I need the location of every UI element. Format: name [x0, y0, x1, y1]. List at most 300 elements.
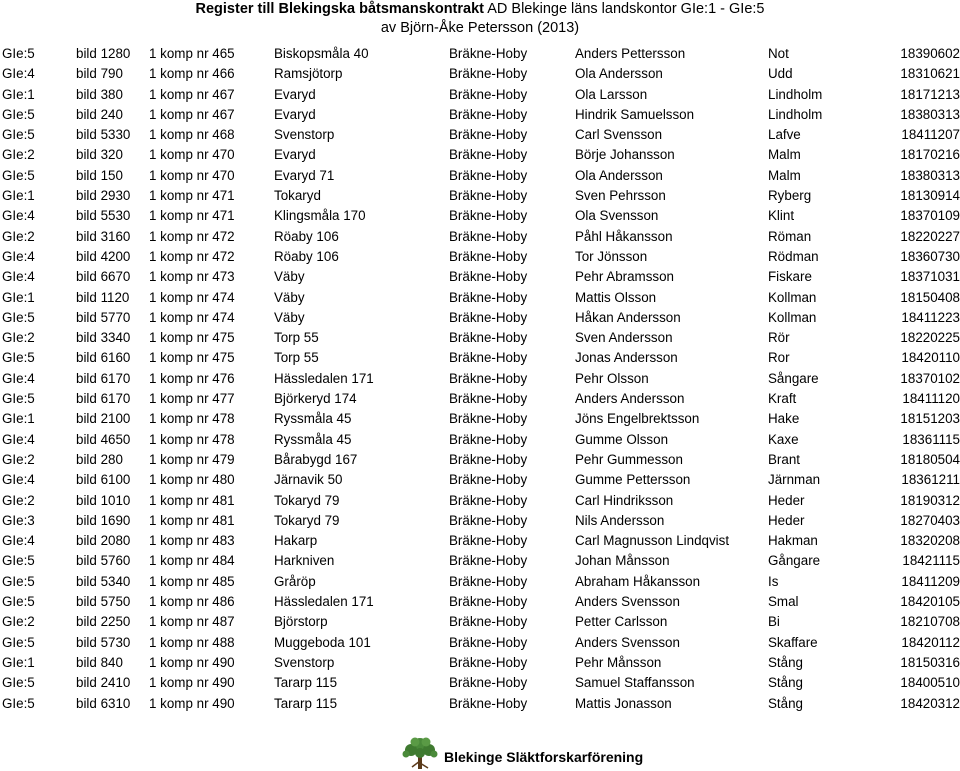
table-row — [0, 369, 960, 389]
cell-parish: Bräkne-Hoby — [449, 594, 528, 610]
cell-soldier-name: Brant — [768, 451, 801, 467]
cell-company-number: 1 komp nr 466 — [149, 66, 235, 82]
cell-parish: Bräkne-Hoby — [449, 553, 528, 569]
table-row — [0, 450, 960, 470]
cell-company-number: 1 komp nr 475 — [149, 350, 235, 366]
cell-date: 18411209 — [901, 573, 960, 589]
table-row — [0, 694, 960, 714]
cell-person-name: Påhl Håkansson — [575, 228, 673, 244]
cell-person-name: Pehr Månsson — [575, 654, 662, 670]
cell-volume: GIe:5 — [2, 46, 35, 61]
cell-soldier-name: Stång — [768, 695, 803, 711]
cell-date: 18361211 — [901, 472, 960, 488]
table-row — [0, 511, 960, 531]
cell-image: bild 790 — [76, 66, 123, 82]
tree-icon — [400, 737, 440, 771]
cell-soldier-name: Rör — [768, 330, 790, 346]
cell-person-name: Jonas Andersson — [575, 350, 678, 366]
cell-date: 18371031 — [900, 269, 960, 285]
cell-soldier-name: Malm — [768, 167, 801, 183]
cell-parish: Bräkne-Hoby — [449, 634, 528, 650]
cell-volume: GIe:4 — [2, 533, 35, 549]
cell-place: Torp 55 — [274, 350, 319, 366]
cell-person-name: Sven Pehrsson — [575, 188, 666, 204]
cell-soldier-name: Kollman — [768, 309, 817, 325]
table-row — [0, 592, 960, 612]
cell-date: 18310621 — [900, 66, 960, 82]
cell-parish: Bräkne-Hoby — [449, 208, 528, 224]
cell-place: Järnavik 50 — [274, 472, 343, 488]
cell-date: 18270403 — [900, 512, 960, 528]
cell-place: Tokaryd — [274, 188, 321, 204]
table-row — [0, 44, 960, 64]
cell-image: bild 320 — [76, 147, 123, 163]
cell-place: Björkeryd 174 — [274, 391, 357, 407]
cell-company-number: 1 komp nr 479 — [149, 451, 235, 467]
cell-volume: GIe:1 — [2, 188, 35, 204]
table-row — [0, 328, 960, 348]
cell-company-number: 1 komp nr 465 — [149, 46, 235, 61]
table-row — [0, 653, 960, 673]
cell-person-name: Carl Hindriksson — [575, 492, 674, 508]
cell-place: Klingsmåla 170 — [274, 208, 366, 224]
cell-soldier-name: Klint — [768, 208, 795, 224]
cell-place: Tokaryd 79 — [274, 492, 340, 508]
cell-company-number: 1 komp nr 475 — [149, 330, 235, 346]
cell-volume: GIe:5 — [2, 594, 35, 610]
cell-soldier-name: Is — [768, 573, 779, 589]
cell-date: 18190312 — [900, 492, 960, 508]
cell-place: Ramsjötorp — [274, 66, 343, 82]
register-table — [0, 44, 960, 714]
cell-volume: GIe:5 — [2, 309, 35, 325]
cell-volume: GIe:5 — [2, 573, 35, 589]
cell-soldier-name: Hake — [768, 411, 800, 427]
table-row — [0, 105, 960, 125]
cell-volume: GIe:2 — [2, 228, 35, 244]
cell-place: Svenstorp — [274, 654, 335, 670]
cell-company-number: 1 komp nr 486 — [149, 594, 235, 610]
cell-person-name: Samuel Staffansson — [575, 675, 695, 691]
cell-company-number: 1 komp nr 467 — [149, 106, 235, 122]
cell-soldier-name: Rödman — [768, 248, 819, 264]
cell-company-number: 1 komp nr 474 — [149, 289, 235, 305]
cell-image: bild 6310 — [76, 695, 131, 711]
cell-volume: GIe:5 — [2, 167, 35, 183]
cell-place: Tararp 115 — [274, 675, 338, 691]
cell-company-number: 1 komp nr 490 — [149, 675, 235, 691]
cell-date: 18380313 — [900, 167, 960, 183]
cell-place: Biskopsmåla 40 — [274, 46, 369, 61]
cell-date: 18210708 — [900, 614, 960, 630]
cell-volume: GIe:3 — [2, 512, 35, 528]
cell-date: 18170216 — [900, 147, 960, 163]
cell-parish: Bräkne-Hoby — [449, 492, 528, 508]
page-title — [0, 0, 960, 18]
cell-company-number: 1 komp nr 484 — [149, 553, 235, 569]
register-table-body — [0, 44, 960, 714]
cell-place: Evaryd — [274, 106, 316, 122]
cell-person-name: Håkan Andersson — [575, 309, 681, 325]
cell-company-number: 1 komp nr 471 — [149, 208, 235, 224]
cell-date: 18150408 — [900, 289, 960, 305]
table-row — [0, 64, 960, 84]
cell-soldier-name: Udd — [768, 66, 793, 82]
cell-image: bild 5750 — [76, 594, 131, 610]
cell-place: Röaby 106 — [274, 228, 339, 244]
cell-place: Hässledalen 171 — [274, 594, 374, 610]
cell-image: bild 5770 — [76, 309, 131, 325]
table-row — [0, 348, 960, 368]
page-subtitle: av Björn-Åke Petersson (2013) — [380, 20, 580, 36]
cell-person-name: Johan Månsson — [575, 553, 670, 569]
cell-date: 18411223 — [901, 309, 960, 325]
cell-place: Torp 55 — [274, 330, 319, 346]
cell-date: 18420112 — [901, 634, 960, 650]
cell-person-name: Mattis Jonasson — [575, 695, 672, 711]
cell-soldier-name: Lafve — [768, 127, 801, 143]
cell-parish: Bräkne-Hoby — [449, 451, 528, 467]
cell-image: bild 1120 — [76, 289, 130, 305]
table-row — [0, 430, 960, 450]
cell-place: Evaryd 71 — [274, 167, 335, 183]
cell-image: bild 2410 — [76, 675, 131, 691]
cell-date: 18411207 — [901, 127, 960, 143]
cell-company-number: 1 komp nr 480 — [149, 472, 235, 488]
cell-image: bild 5730 — [76, 634, 131, 650]
cell-person-name: Tor Jönsson — [575, 248, 648, 264]
cell-image: bild 6170 — [76, 391, 131, 407]
cell-company-number: 1 komp nr 472 — [149, 228, 235, 244]
cell-place: Tararp 115 — [274, 695, 338, 711]
cell-volume: GIe:2 — [2, 614, 35, 630]
cell-parish: Bräkne-Hoby — [449, 269, 528, 285]
cell-company-number: 1 komp nr 481 — [149, 492, 235, 508]
cell-date: 18370102 — [900, 370, 960, 386]
organization-name: Blekinge Släktforskarförening — [444, 749, 644, 765]
cell-image: bild 2250 — [76, 614, 131, 630]
cell-parish: Bräkne-Hoby — [449, 654, 528, 670]
cell-place: Bårabygd 167 — [274, 451, 358, 467]
cell-soldier-name: Malm — [768, 147, 801, 163]
cell-parish: Bräkne-Hoby — [449, 309, 528, 325]
cell-place: Svenstorp — [274, 127, 335, 143]
cell-person-name: Jöns Engelbrektsson — [575, 411, 700, 427]
table-row — [0, 633, 960, 653]
cell-date: 18421115 — [902, 553, 960, 569]
title-bold: Register till Blekingska båtsmanskontrakt — [195, 1, 484, 17]
cell-place: Väby — [274, 289, 305, 305]
cell-place: Evaryd — [274, 147, 316, 163]
table-row — [0, 227, 960, 247]
table-row — [0, 389, 960, 409]
cell-soldier-name: Röman — [768, 228, 812, 244]
cell-person-name: Pehr Abramsson — [575, 269, 674, 285]
cell-image: bild 2100 — [76, 411, 131, 427]
cell-image: bild 4650 — [76, 431, 131, 447]
cell-place: Väby — [274, 309, 305, 325]
cell-image: bild 840 — [76, 654, 123, 670]
cell-place: Evaryd — [274, 86, 316, 102]
cell-volume: GIe:4 — [2, 370, 35, 386]
cell-volume: GIe:1 — [2, 86, 35, 102]
cell-date: 18400510 — [900, 675, 960, 691]
cell-date: 18151203 — [900, 411, 960, 427]
cell-date: 18180504 — [900, 451, 960, 467]
cell-parish: Bräkne-Hoby — [449, 248, 528, 264]
cell-date: 18320208 — [900, 533, 960, 549]
cell-soldier-name: Stång — [768, 654, 803, 670]
cell-soldier-name: Sångare — [768, 370, 819, 386]
cell-place: Harkniven — [274, 553, 335, 569]
table-row — [0, 612, 960, 632]
cell-date: 18361115 — [902, 431, 960, 447]
cell-volume: GIe:5 — [2, 695, 35, 711]
cell-place: Väby — [274, 269, 305, 285]
table-row — [0, 470, 960, 490]
cell-place: Hässledalen 171 — [274, 370, 374, 386]
cell-parish: Bräkne-Hoby — [449, 350, 528, 366]
cell-person-name: Sven Andersson — [575, 330, 673, 346]
cell-person-name: Gumme Olsson — [575, 431, 669, 447]
cell-image: bild 5340 — [76, 573, 131, 589]
cell-soldier-name: Skaffare — [768, 634, 818, 650]
title-rest: AD Blekinge läns landskontor GIe:1 - GIe:5 — [484, 1, 765, 17]
table-row — [0, 206, 960, 226]
cell-company-number: 1 komp nr 476 — [149, 370, 235, 386]
cell-volume: GIe:1 — [2, 411, 35, 427]
cell-person-name: Hindrik Samuelsson — [575, 106, 695, 122]
cell-parish: Bräkne-Hoby — [449, 127, 528, 143]
cell-person-name: Pehr Olsson — [575, 370, 649, 386]
cell-company-number: 1 komp nr 467 — [149, 86, 235, 102]
table-row — [0, 166, 960, 186]
cell-date: 18360730 — [900, 248, 960, 264]
cell-parish: Bräkne-Hoby — [449, 289, 528, 305]
cell-volume: GIe:2 — [2, 492, 35, 508]
cell-date: 18411120 — [902, 391, 960, 407]
cell-volume: GIe:2 — [2, 330, 35, 346]
cell-soldier-name: Heder — [768, 512, 805, 528]
cell-date: 18420110 — [901, 350, 960, 366]
cell-place: Björstorp — [274, 614, 328, 630]
cell-company-number: 1 komp nr 470 — [149, 147, 235, 163]
cell-company-number: 1 komp nr 472 — [149, 248, 235, 264]
cell-parish: Bräkne-Hoby — [449, 188, 528, 204]
table-row — [0, 267, 960, 287]
cell-place: Muggeboda 101 — [274, 634, 371, 650]
cell-person-name: Carl Svensson — [575, 127, 663, 143]
table-row — [0, 531, 960, 551]
table-row — [0, 673, 960, 693]
cell-soldier-name: Lindholm — [768, 86, 823, 102]
cell-company-number: 1 komp nr 483 — [149, 533, 235, 549]
cell-company-number: 1 komp nr 470 — [149, 167, 235, 183]
cell-company-number: 1 komp nr 477 — [149, 391, 235, 407]
cell-volume: GIe:4 — [2, 431, 35, 447]
cell-date: 18130914 — [900, 188, 960, 204]
table-row — [0, 572, 960, 592]
cell-parish: Bräkne-Hoby — [449, 573, 528, 589]
cell-person-name: Ola Larsson — [575, 86, 648, 102]
cell-company-number: 1 komp nr 488 — [149, 634, 235, 650]
cell-image: bild 6170 — [76, 370, 131, 386]
cell-image: bild 1010 — [76, 492, 131, 508]
cell-parish: Bräkne-Hoby — [449, 614, 528, 630]
cell-company-number: 1 komp nr 474 — [149, 309, 235, 325]
cell-soldier-name: Stång — [768, 675, 803, 691]
cell-soldier-name: Smal — [768, 594, 799, 610]
table-row — [0, 409, 960, 429]
cell-soldier-name: Fiskare — [768, 269, 812, 285]
cell-parish: Bräkne-Hoby — [449, 228, 528, 244]
cell-company-number: 1 komp nr 485 — [149, 573, 235, 589]
cell-parish: Bräkne-Hoby — [449, 147, 528, 163]
cell-parish: Bräkne-Hoby — [449, 472, 528, 488]
cell-soldier-name: Kollman — [768, 289, 817, 305]
cell-parish: Bräkne-Hoby — [449, 391, 528, 407]
cell-place: Ryssmåla 45 — [274, 411, 352, 427]
cell-volume: GIe:5 — [2, 127, 35, 143]
cell-soldier-name: Lindholm — [768, 106, 823, 122]
cell-volume: GIe:5 — [2, 106, 35, 122]
cell-person-name: Petter Carlsson — [575, 614, 668, 630]
cell-volume: GIe:5 — [2, 553, 35, 569]
table-row — [0, 247, 960, 267]
cell-company-number: 1 komp nr 478 — [149, 411, 235, 427]
cell-person-name: Anders Pettersson — [575, 46, 686, 61]
cell-image: bild 2930 — [76, 188, 131, 204]
cell-person-name: Mattis Olsson — [575, 289, 657, 305]
cell-company-number: 1 komp nr 468 — [149, 127, 235, 143]
cell-volume: GIe:2 — [2, 451, 35, 467]
cell-soldier-name: Järnman — [768, 472, 821, 488]
table-row — [0, 491, 960, 511]
cell-soldier-name: Kaxe — [768, 431, 799, 447]
cell-date: 18220227 — [900, 228, 960, 244]
cell-place: Ryssmåla 45 — [274, 431, 352, 447]
cell-volume: GIe:4 — [2, 66, 35, 82]
table-row — [0, 186, 960, 206]
cell-volume: GIe:4 — [2, 208, 35, 224]
cell-parish: Bräkne-Hoby — [449, 330, 528, 346]
cell-image: bild 240 — [76, 106, 123, 122]
cell-image: bild 6670 — [76, 269, 131, 285]
cell-parish: Bräkne-Hoby — [449, 66, 528, 82]
cell-parish: Bräkne-Hoby — [449, 46, 528, 61]
cell-image: bild 280 — [76, 451, 123, 467]
cell-image: bild 3340 — [76, 330, 131, 346]
cell-person-name: Ola Svensson — [575, 208, 659, 224]
cell-place: Tokaryd 79 — [274, 512, 340, 528]
cell-person-name: Pehr Gummesson — [575, 451, 683, 467]
cell-volume: GIe:2 — [2, 147, 35, 163]
cell-soldier-name: Hakman — [768, 533, 818, 549]
table-row — [0, 85, 960, 105]
cell-person-name: Ola Andersson — [575, 167, 663, 183]
cell-image: bild 6160 — [76, 350, 131, 366]
cell-parish: Bräkne-Hoby — [449, 86, 528, 102]
cell-volume: GIe:4 — [2, 269, 35, 285]
footer — [400, 737, 700, 771]
table-row — [0, 551, 960, 571]
cell-date: 18220225 — [900, 330, 960, 346]
cell-parish: Bräkne-Hoby — [449, 431, 528, 447]
cell-date: 18390602 — [900, 46, 960, 61]
cell-person-name: Gumme Pettersson — [575, 472, 691, 488]
cell-soldier-name: Ror — [768, 350, 790, 366]
cell-volume: GIe:5 — [2, 391, 35, 407]
cell-person-name: Anders Svensson — [575, 634, 680, 650]
cell-soldier-name: Kraft — [768, 391, 797, 407]
cell-person-name: Ola Andersson — [575, 66, 663, 82]
cell-image: bild 1690 — [76, 512, 131, 528]
cell-volume: GIe:1 — [2, 654, 35, 670]
cell-volume: GIe:5 — [2, 634, 35, 650]
cell-volume: GIe:4 — [2, 248, 35, 264]
cell-soldier-name: Bi — [768, 614, 780, 630]
cell-volume: GIe:5 — [2, 675, 35, 691]
cell-volume: GIe:1 — [2, 289, 35, 305]
table-row — [0, 145, 960, 165]
cell-parish: Bräkne-Hoby — [449, 533, 528, 549]
cell-date: 18380313 — [900, 106, 960, 122]
cell-date: 18420105 — [900, 594, 960, 610]
cell-date: 18150316 — [900, 654, 960, 670]
cell-image: bild 4200 — [76, 248, 131, 264]
cell-company-number: 1 komp nr 490 — [149, 654, 235, 670]
cell-person-name: Carl Magnusson Lindqvist — [575, 533, 730, 549]
cell-place: Gråröр — [274, 573, 316, 589]
cell-person-name: Nils Andersson — [575, 512, 665, 528]
cell-volume: GIe:4 — [2, 472, 35, 488]
cell-company-number: 1 komp nr 478 — [149, 431, 235, 447]
cell-image: bild 3160 — [76, 228, 131, 244]
cell-parish: Bräkne-Hoby — [449, 370, 528, 386]
cell-parish: Bräkne-Hoby — [449, 106, 528, 122]
cell-date: 18171213 — [900, 86, 960, 102]
cell-image: bild 1280 — [76, 46, 131, 61]
cell-image: bild 6100 — [76, 472, 131, 488]
cell-company-number: 1 komp nr 481 — [149, 512, 235, 528]
cell-date: 18420312 — [900, 695, 960, 711]
cell-place: Röaby 106 — [274, 248, 339, 264]
cell-parish: Bräkne-Hoby — [449, 675, 528, 691]
cell-person-name: Abraham Håkansson — [575, 573, 701, 589]
cell-image: bild 150 — [76, 167, 123, 183]
cell-image: bild 380 — [76, 86, 123, 102]
cell-company-number: 1 komp nr 487 — [149, 614, 235, 630]
cell-soldier-name: Ryberg — [768, 188, 812, 204]
table-row — [0, 288, 960, 308]
cell-soldier-name: Gångare — [768, 553, 821, 569]
cell-image: bild 5330 — [76, 127, 131, 143]
cell-company-number: 1 komp nr 473 — [149, 269, 235, 285]
cell-soldier-name: Not — [768, 46, 789, 61]
cell-person-name: Börje Johansson — [575, 147, 675, 163]
cell-date: 18370109 — [900, 208, 960, 224]
cell-parish: Bräkne-Hoby — [449, 411, 528, 427]
cell-soldier-name: Heder — [768, 492, 805, 508]
cell-parish: Bräkne-Hoby — [449, 695, 528, 711]
cell-parish: Bräkne-Hoby — [449, 512, 528, 528]
table-row — [0, 308, 960, 328]
cell-image: bild 5760 — [76, 553, 131, 569]
cell-place: Hakarp — [274, 533, 318, 549]
cell-parish: Bräkne-Hoby — [449, 167, 528, 183]
cell-person-name: Anders Svensson — [575, 594, 680, 610]
cell-image: bild 5530 — [76, 208, 131, 224]
